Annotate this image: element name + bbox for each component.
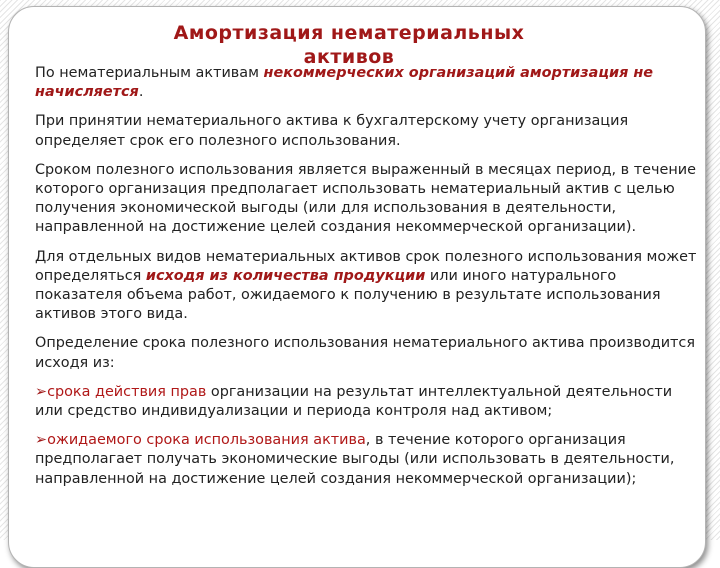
emphasis-text: исходя из количества продукции: [145, 267, 426, 284]
slide-title: Амортизация нематериальных активов: [173, 22, 525, 68]
slide-card: [8, 6, 706, 568]
emphasis-text: некоммерческих организаций амортизация не начисляется: [35, 65, 654, 101]
bullet-highlight: ожидаемого срока использования актива: [47, 432, 366, 449]
slide-content: [35, 64, 699, 499]
paragraph-determination: Определение срока полезного использования нематериального актива производится исходя из:: [35, 335, 696, 371]
bullet-item: [35, 383, 699, 421]
bullet-item: [35, 431, 699, 489]
bullet-text: , в течение которого организация предполагает получать экономические выгоды (или использовать в деятельности, направленной на достижение целей создания некоммерческой организации);: [35, 432, 675, 487]
paragraph-production-based: [35, 248, 699, 325]
bullet-text: организации на результат интеллектуальной деятельности или средство индивидуализации и периода контроля над активом;: [35, 383, 673, 420]
paragraph-acceptance: При принятии нематериального актива к бухгалтерскому учету организация определяет срок его полезного использования.: [35, 113, 629, 149]
paragraph-text: или иного натурального показателя объема работ, ожидаемого к получению в результате использования активов этого вида.: [35, 267, 661, 323]
arrow-bullet-icon: ➢: [35, 383, 48, 400]
arrow-bullet-icon: ➢: [35, 432, 48, 449]
paragraph-useful-life-definition: Сроком полезного использования является выраженный в месяцах период, в течение которого организация предполагает использовать нематериальный актив с целью получения экономической выгоды (или для использования в деятельности, направленной на достижение целей создания некоммерческой организации).: [35, 161, 696, 236]
paragraph-text: .: [138, 84, 144, 101]
paragraph-text: Для отдельных видов нематериальных активов срок полезного использования может определяться: [35, 248, 697, 284]
paragraph-text: По нематериальным активам: [35, 65, 264, 81]
paragraph-non-commercial: [35, 64, 699, 102]
bullet-highlight: срока действия прав: [47, 383, 207, 400]
